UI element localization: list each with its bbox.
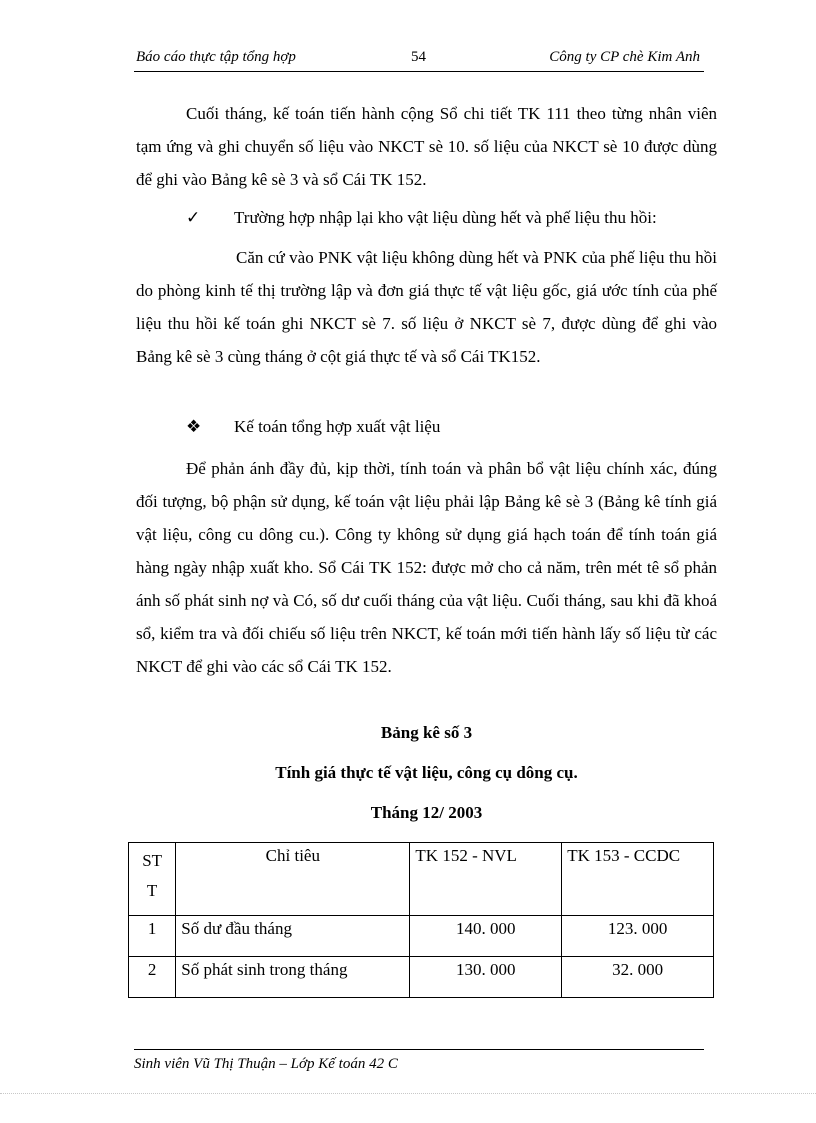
header-company-name: Công ty CP chè Kim Anh xyxy=(549,49,700,65)
header-stt-line1: ST xyxy=(142,851,163,870)
page-number: 54 xyxy=(411,49,426,65)
page-bottom-dotted-line xyxy=(0,1093,816,1094)
cell-tk152: 140. 000 xyxy=(410,916,562,957)
header-tk153: TK 153 - CCDC xyxy=(562,843,714,916)
cell-tk152: 130. 000 xyxy=(410,957,562,998)
table-header-row xyxy=(129,843,714,916)
header-report-title: Báo cáo thực tập tổng hợp xyxy=(136,49,296,65)
page-header xyxy=(134,47,704,72)
cell-stt: 2 xyxy=(129,957,176,998)
header-tk152: TK 152 - NVL xyxy=(410,843,562,916)
checkmark-icon: ✓ xyxy=(186,208,201,227)
header-stt-line2: T xyxy=(146,881,158,900)
footer-divider xyxy=(134,1049,704,1050)
diamond-bullet-text: Kế toán tổng hợp xuất vật liệu xyxy=(234,417,441,436)
paragraph-3: Để phản ánh đầy đủ, kịp thời, tính toán và phân bổ vật liệu chính xác, đúng đối tượng, bộ phận sử dụng, kế toán vật liệu phải lập Bảng kê sè 3 (Bảng kê tính giá vật liệu, công cu dông cu.). Công ty không sử dụng giá hạch toán để tính toán giá hàng ngày nhập xuất kho. Sổ Cái TK 152: được mở cho cả năm, trên mét tê sổ phản ánh số phát sinh nợ và Có, số dư cuối tháng của vật liệu. Cuối tháng, sau khi đã khoá sổ, kiểm tra và đối chiếu số liệu trên NKCT, kế toán mới tiến hành lấy số liệu từ các NKCT để ghi vào các sổ Cái TK 152. xyxy=(136,459,717,676)
paragraph-2: Căn cứ vào PNK vật liệu không dùng hết và PNK của phế liệu thu hồi do phòng kinh tế thị trường lập và đơn giá thực tế vật liệu gốc, giá ước tính của phế liệu thu hồi kế toán ghi NKCT sè 7. số liệu ở NKCT sè 7, được dùng để ghi vào Bảng kê sè 3 cùng tháng ở cột giá thực tế và sổ Cái TK152. xyxy=(136,248,717,366)
cell-stt: 1 xyxy=(129,916,176,957)
page-footer: Sinh viên Vũ Thị Thuận – Lớp Kế toán 42 C xyxy=(134,1056,398,1072)
table-period: Tháng 12/ 2003 xyxy=(370,803,483,822)
diamond-bullet-item xyxy=(186,415,440,439)
paragraph-1: Cuối tháng, kế toán tiến hành cộng Sổ chi tiết TK 111 theo từng nhân viên tạm ứng và ghi chuyển số liệu vào NKCT sè 10. số liệu của NKCT sè 10 được dùng để ghi vào Bảng kê sè 3 và sổ Cái TK 152. xyxy=(136,104,717,189)
cell-label: Số phát sinh trong tháng xyxy=(176,957,410,998)
check-bullet-item xyxy=(186,206,657,230)
cell-tk153: 32. 000 xyxy=(562,957,714,998)
table-row xyxy=(129,916,714,957)
table-subtitle: Tính giá thực tế vật liệu, công cụ dông cụ. xyxy=(275,763,578,782)
table-row xyxy=(129,957,714,998)
check-bullet-text: Trường hợp nhập lại kho vật liệu dùng hết và phế liệu thu hồi: xyxy=(234,208,657,227)
header-stt xyxy=(129,843,176,916)
cell-label: Số dư đầu tháng xyxy=(176,916,410,957)
report-table xyxy=(128,842,714,998)
table-title: Bảng kê số 3 xyxy=(380,723,473,742)
diamond-bullet-icon: ❖ xyxy=(186,417,202,436)
header-chitieu: Chỉ tiêu xyxy=(176,843,410,916)
cell-tk153: 123. 000 xyxy=(562,916,714,957)
